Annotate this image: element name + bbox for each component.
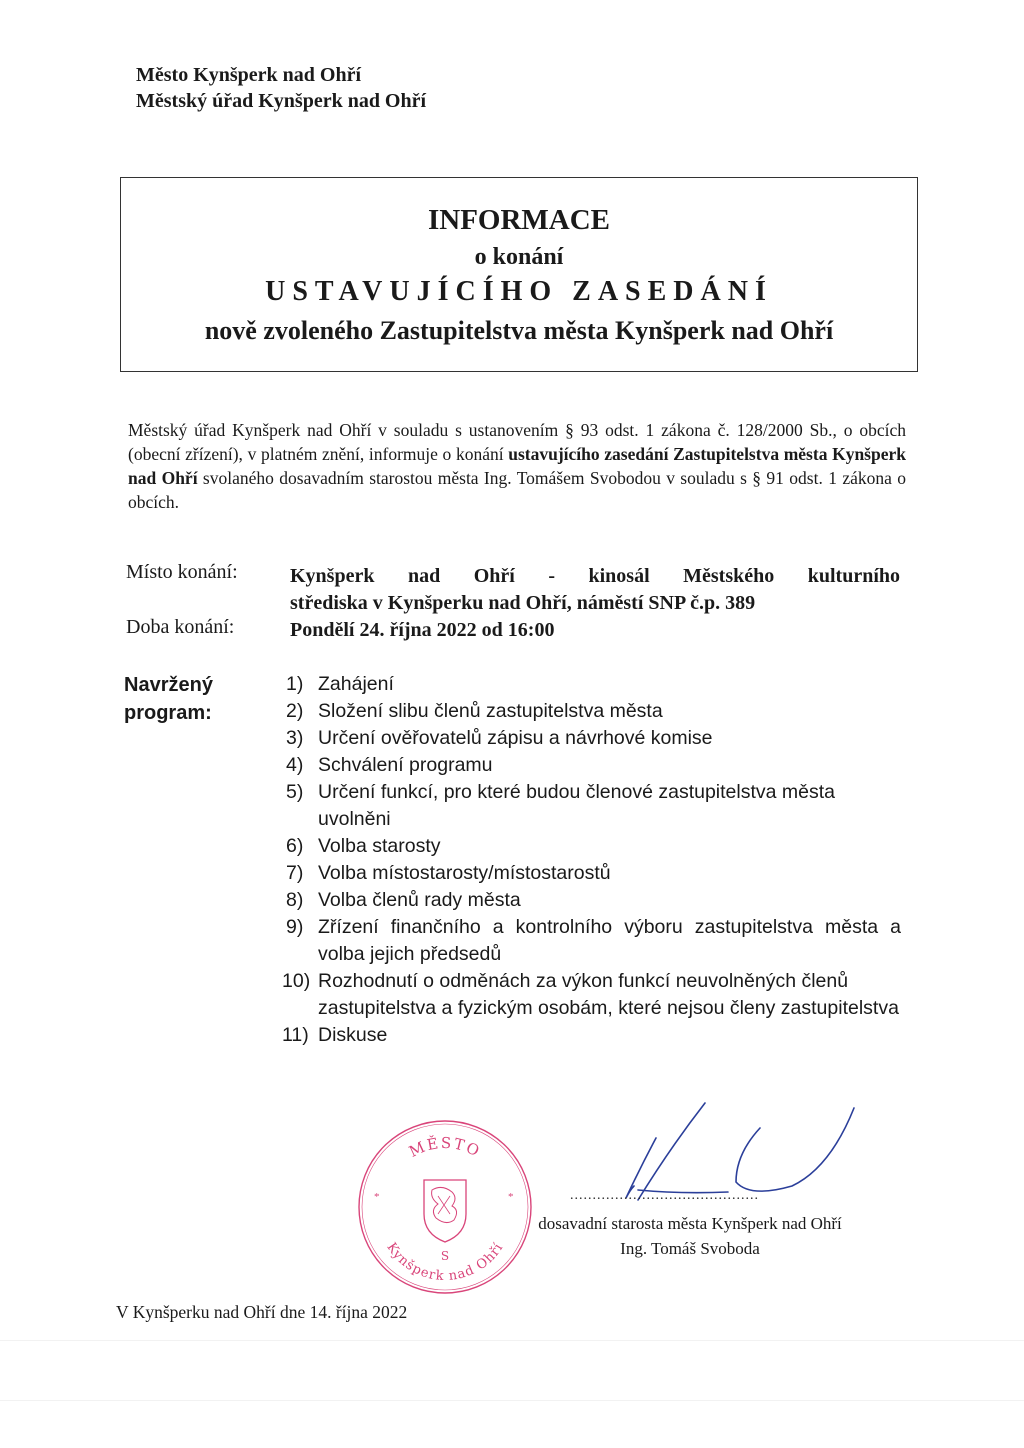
place-value: [290, 563, 900, 617]
title-council: nově zvoleného Zastupitelstva města Kynšperk nad Ohří: [204, 316, 834, 345]
list-item: [286, 779, 901, 833]
stamp-top-text: MĚSTO: [406, 1133, 484, 1161]
item-number: 10): [282, 970, 311, 992]
item-number: 9): [286, 916, 304, 938]
item-text: Volba členů rady města: [318, 889, 521, 911]
star-icon: *: [374, 1191, 380, 1203]
time-label: Doba konání:: [126, 616, 235, 638]
item-number: 3): [286, 727, 304, 749]
program-label-line-1: Navržený: [124, 674, 213, 696]
intro-bold: ustavujícího zasedání Zastupitelstva města Kynšperk nad Ohří: [128, 444, 906, 488]
item-number: 2): [286, 700, 304, 722]
signer-role: dosavadní starosta města Kynšperk nad Ohří: [538, 1214, 842, 1233]
signature-line: ..........................................: [570, 1188, 759, 1203]
item-number: 4): [286, 754, 304, 776]
issuer-header: [136, 62, 426, 114]
item-number: 1): [286, 673, 304, 695]
list-item: [282, 1022, 901, 1049]
item-text: Určení ověřovatelů zápisu a návrhové komise: [318, 727, 713, 749]
signer-name: Ing. Tomáš Svoboda: [620, 1239, 760, 1258]
title-box: [120, 177, 918, 372]
title-heading: INFORMACE: [427, 204, 611, 236]
stamp-bottom-text: Kynšperk nad Ohří: [383, 1240, 507, 1285]
list-item: [286, 752, 901, 779]
item-number: 8): [286, 889, 304, 911]
item-text: Zřízení finančního a kontrolního výboru zastupitelstva města a volba jejich předsedů: [318, 916, 901, 965]
list-item: [286, 725, 901, 752]
list-item: [282, 968, 901, 1022]
issuer-office: Městský úřad Kynšperk nad Ohří: [136, 90, 427, 112]
list-item: [286, 914, 901, 968]
list-item: [286, 671, 901, 698]
place-label: Místo konání:: [126, 561, 238, 583]
program-list: [282, 671, 901, 1049]
title-subheading: o konání: [474, 244, 564, 270]
signer-block: [505, 1211, 875, 1261]
item-number: 6): [286, 835, 304, 857]
item-text: Zahájení: [318, 673, 394, 695]
item-text: Určení funkcí, pro které budou členové zastupitelstva města uvolněni: [318, 781, 836, 830]
list-item: [286, 833, 901, 860]
item-number: 11): [282, 1024, 309, 1046]
place-line-1: Kynšperk nad Ohří - kinosál Městského kulturního: [290, 565, 900, 587]
scan-artifact-line: [0, 1400, 1024, 1401]
star-icon: *: [508, 1191, 514, 1203]
item-text: Schválení programu: [318, 754, 493, 776]
place-line-2: střediska v Kynšperku nad Ohří, náměstí SNP č.p. 389: [290, 592, 756, 614]
place-date: V Kynšperku nad Ohří dne 14. října 2022: [116, 1302, 408, 1322]
program-label: [124, 671, 213, 727]
item-text: Volba místostarosty/místostarostů: [318, 862, 611, 884]
item-text: Diskuse: [318, 1024, 388, 1046]
scan-artifact-line: [0, 1340, 1024, 1341]
program-label-line-2: program:: [124, 702, 212, 724]
issuer-city: Město Kynšperk nad Ohří: [136, 64, 362, 86]
item-text: Složení slibu členů zastupitelstva města: [318, 700, 663, 722]
item-text: Volba starosty: [318, 835, 441, 857]
intro-paragraph: [128, 418, 906, 514]
intro-text-2: svolaného dosavadním starostou města Ing. Tomášem Svobodou v souladu s § 91 odst. 1 zákona o obcích.: [128, 468, 906, 512]
item-number: 7): [286, 862, 304, 884]
time-value: Pondělí 24. října 2022 od 16:00: [290, 619, 555, 641]
list-item: [286, 698, 901, 725]
item-number: 5): [286, 781, 304, 803]
list-item: [286, 887, 901, 914]
list-item: [286, 860, 901, 887]
official-stamp: [356, 1118, 534, 1296]
intro-text-1: Městský úřad Kynšperk nad Ohří v souladu s ustanovením § 93 odst. 1 zákona č. 128/2000 Sb., o obcích (obecní zřízení), v platném znění, informuje o konání: [128, 420, 906, 464]
title-meeting-type: USTAVUJÍCÍHO ZASEDÁNÍ: [265, 276, 773, 307]
stamp-center-letter: S: [440, 1249, 450, 1263]
item-text: Rozhodnutí o odměnách za výkon funkcí neuvolněných členů zastupitelstva a fyzickým osobám, které nejsou členy zastupitelstva: [318, 970, 899, 1019]
